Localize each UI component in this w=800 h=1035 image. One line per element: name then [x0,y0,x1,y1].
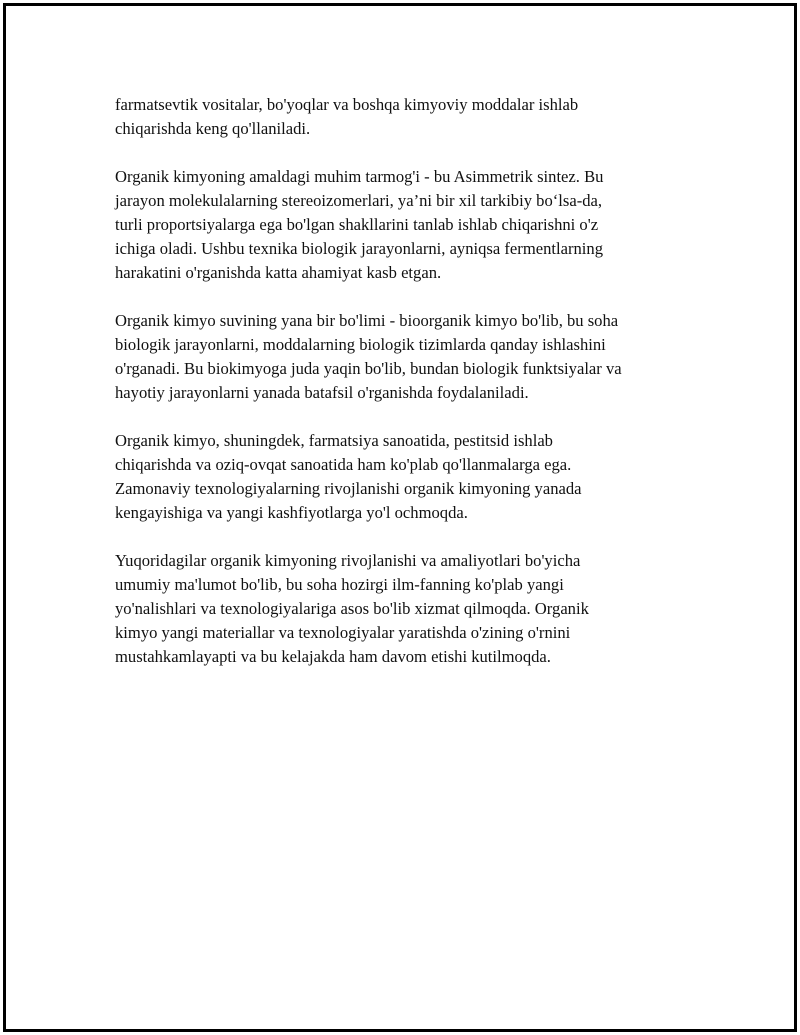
text-line: Organik kimyoning amaldagi muhim tarmog'i - bu Asimmetrik sintez. Bu [115,167,604,186]
text-line: hayotiy jarayonlarni yanada batafsil o'rganishda foydalaniladi. [115,383,529,402]
text-line: mustahkamlayapti va bu kelajakda ham davom etishi kutilmoqda. [115,647,551,666]
paragraph-5 [115,549,675,669]
text-line: Yuqoridagilar organik kimyoning rivojlanishi va amaliyotlari bo'yicha [115,551,581,570]
text-line: kengayishiga va yangi kashfiyotlarga yo'l ochmoqda. [115,503,468,522]
text-line: biologik jarayonlarni, moddalarning biologik tizimlarda qanday ishlashini [115,335,606,354]
text-line: chiqarishda va oziq-ovqat sanoatida ham ko'plab qo'llanmalarga ega. [115,455,572,474]
text-line: kimyo yangi materiallar va texnologiyalar yaratishda o'zining o'rnini [115,623,571,642]
paragraph-2 [115,165,675,285]
text-line: harakatini o'rganishda katta ahamiyat kasb etgan. [115,263,442,282]
paragraph-3 [115,309,675,405]
text-line: jarayon molekulalarning stereoizomerlari, ya’ni bir xil tarkibiy bo‘lsa-da, [115,191,603,210]
text-line: Zamonaviy texnologiyalarning rivojlanishi organik kimyoning yanada [115,479,582,498]
text-line: turli proportsiyalarga ega bo'lgan shakllarini tanlab ishlab chiqarishni o'z [115,215,599,234]
document-body [115,93,675,693]
text-line: o'rganadi. Bu biokimyoga juda yaqin bo'lib, bundan biologik funktsiyalar va [115,359,622,378]
text-line: Organik kimyo suvining yana bir bo'limi - bioorganik kimyo bo'lib, bu soha [115,311,619,330]
paragraph-4 [115,429,675,525]
text-line: umumiy ma'lumot bo'lib, bu soha hozirgi ilm-fanning ko'plab yangi [115,575,564,594]
text-line: ichiga oladi. Ushbu texnika biologik jarayonlarni, ayniqsa fermentlarning [115,239,604,258]
text-line: yo'nalishlari va texnologiyalariga asos bo'lib xizmat qilmoqda. Organik [115,599,589,618]
text-line: farmatsevtik vositalar, bo'yoqlar va boshqa kimyoviy moddalar ishlab [115,95,579,114]
text-line: Organik kimyo, shuningdek, farmatsiya sanoatida, pestitsid ishlab [115,431,553,450]
text-line: chiqarishda keng qo'llaniladi. [115,119,311,138]
paragraph-1 [115,93,675,141]
